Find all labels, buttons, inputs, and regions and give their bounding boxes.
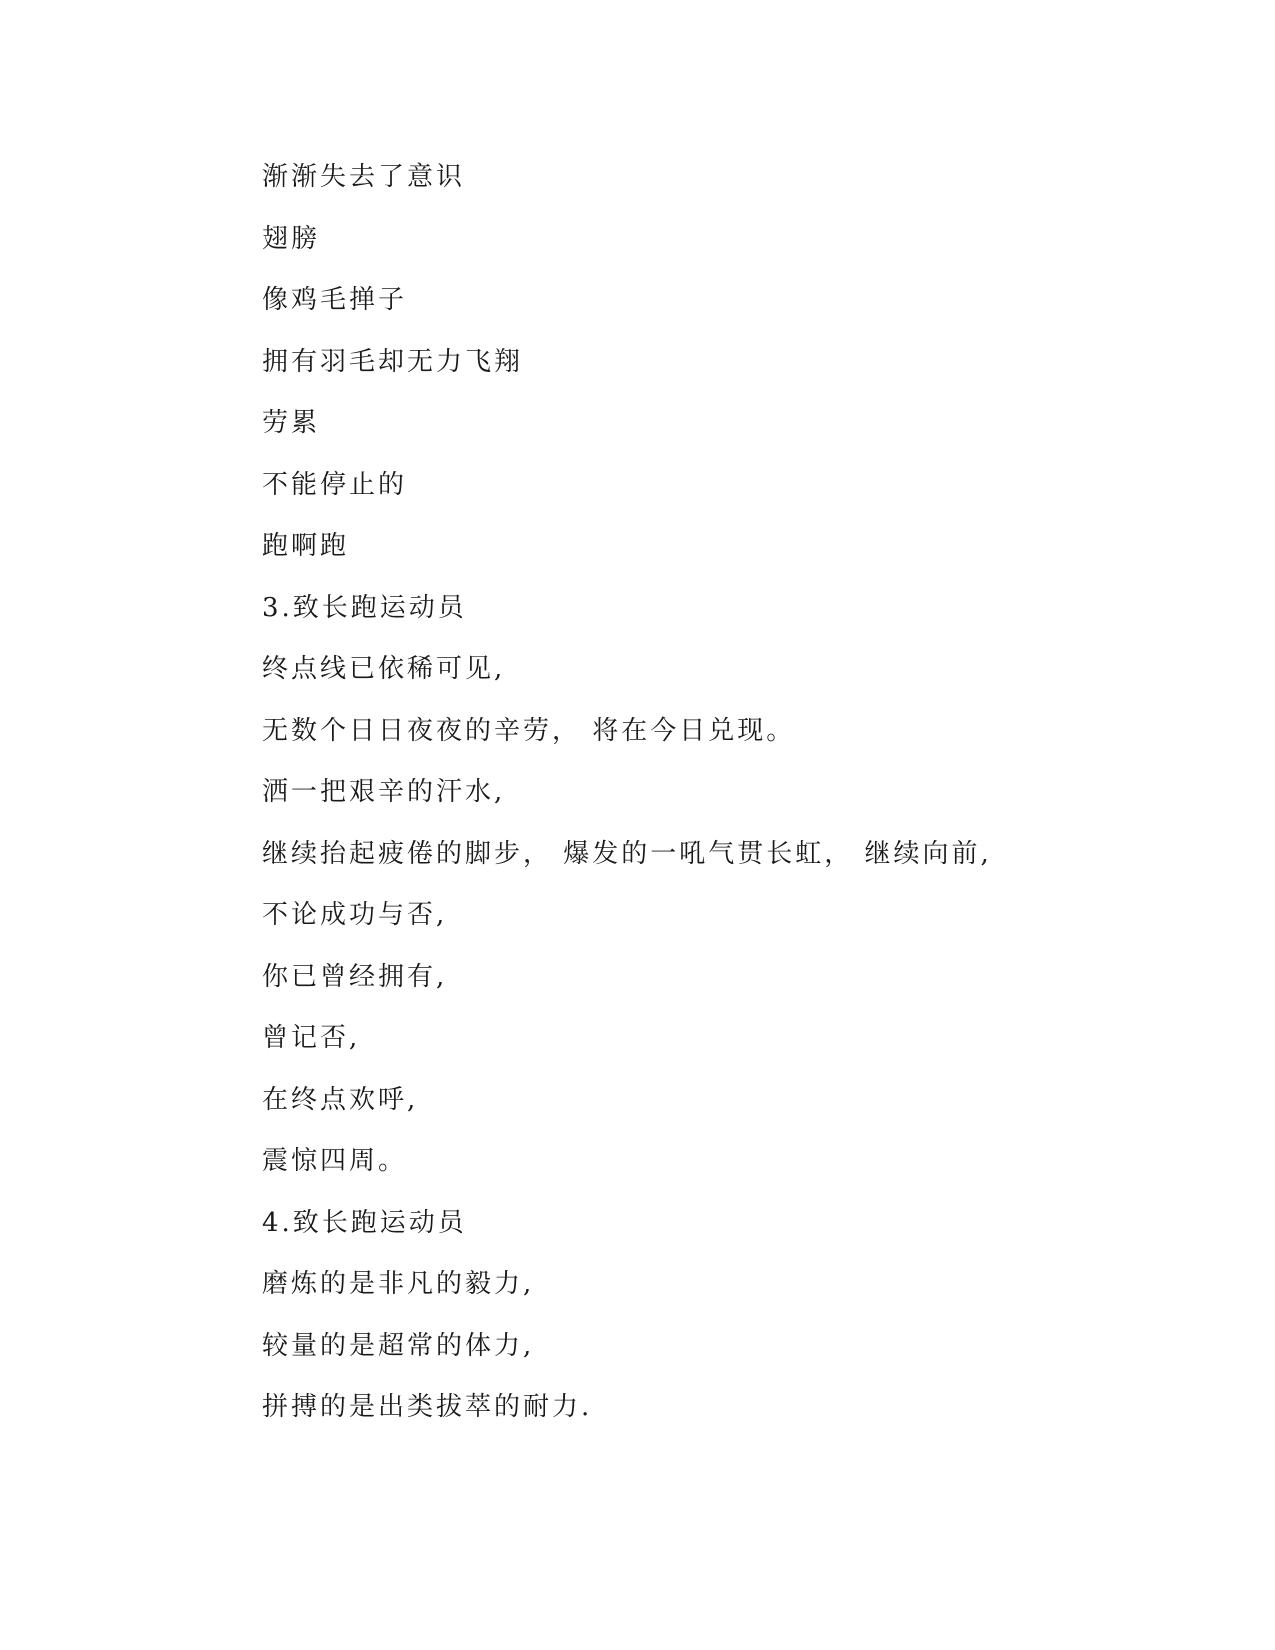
text-line: 拥有羽毛却无力飞翔 bbox=[262, 346, 524, 377]
text-line: 渐渐失去了意识 bbox=[262, 162, 466, 192]
section-heading: 4.致长跑运动员 bbox=[262, 1207, 467, 1238]
text-line: 不论成功与否, bbox=[262, 900, 448, 930]
text-line: 震惊四周。 bbox=[262, 1146, 408, 1176]
text-line: 洒一把艰辛的汗水, bbox=[262, 777, 506, 807]
text-line: 像鸡毛掸子 bbox=[262, 285, 408, 315]
text-line: 较量的是超常的体力, bbox=[262, 1330, 535, 1361]
text-line: 无数个日日夜夜的辛劳， 将在今日兑现。 bbox=[262, 715, 796, 746]
text-line: 在终点欢呼, bbox=[262, 1084, 419, 1115]
section-heading: 3.致长跑运动员 bbox=[262, 592, 467, 623]
text-line: 跑啊跑 bbox=[262, 531, 350, 561]
text-line: 继续抬起疲倦的脚步， 爆发的一吼气贯长虹， 继续向前, bbox=[262, 838, 992, 869]
text-line: 劳累 bbox=[262, 408, 321, 438]
text-line: 你已曾经拥有, bbox=[262, 961, 448, 992]
text-line: 不能停止的 bbox=[262, 469, 408, 500]
text-line: 曾记否, bbox=[262, 1023, 361, 1053]
text-line: 翅膀 bbox=[262, 223, 321, 254]
text-line: 终点线已依稀可见, bbox=[262, 654, 506, 684]
poem-text-block bbox=[262, 163, 1142, 1455]
text-line: 拼搏的是出类拔萃的耐力. bbox=[262, 1392, 593, 1422]
text-line: 磨炼的是非凡的毅力, bbox=[262, 1269, 535, 1299]
